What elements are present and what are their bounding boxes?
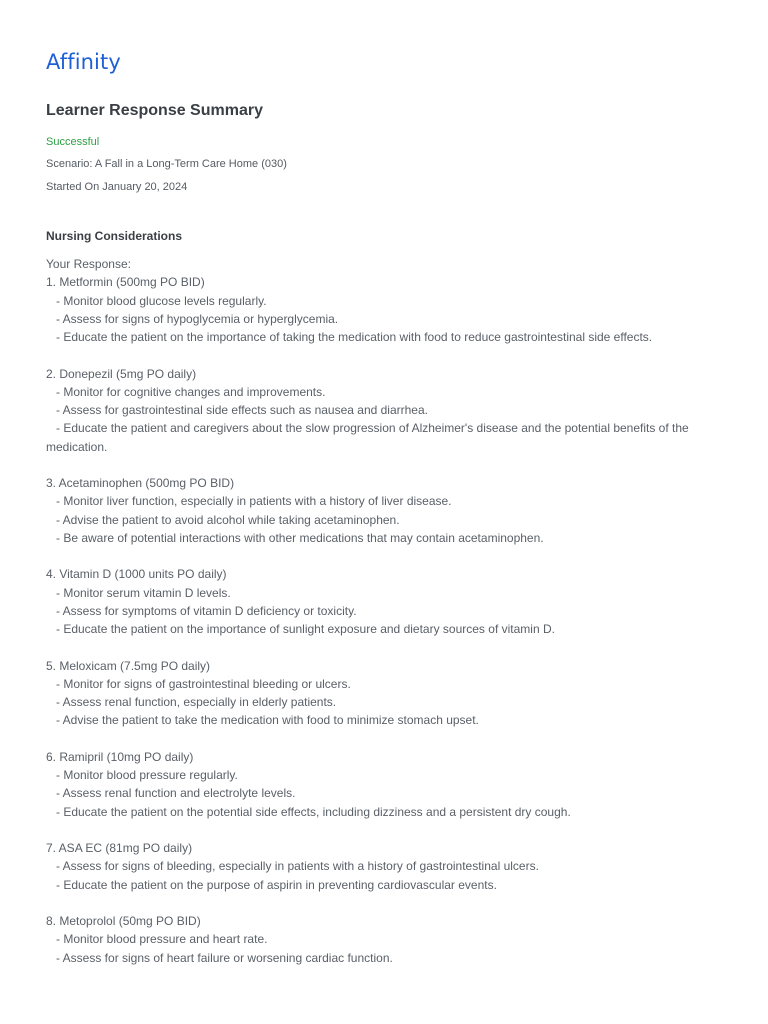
spacer — [46, 547, 722, 565]
consideration-line: - Educate the patient on the importance of taking the medication with food to reduce gastrointestinal side effects. — [46, 330, 653, 344]
learner-response — [46, 255, 722, 967]
consideration-line: - Monitor for signs of gastrointestinal bleeding or ulcers. — [46, 676, 351, 691]
medication-block — [46, 912, 722, 967]
response-label: Your Response: — [46, 257, 131, 271]
spacer — [46, 894, 722, 912]
consideration-line: - Monitor serum vitamin D levels. — [46, 585, 231, 600]
consideration-line: - Assess for signs of bleeding, especially in patients with a history of gastrointestinal ulcers. — [46, 859, 539, 874]
section-title: Nursing Considerations — [46, 229, 183, 243]
started-date-text: Started On January 20, 2024 — [46, 181, 188, 193]
spacer — [46, 638, 722, 656]
consideration-line: - Monitor liver function, especially in patients with a history of liver disease. — [46, 494, 452, 509]
consideration-line: - Educate the patient on the potential side effects, including dizziness and a persistent dry cough. — [46, 804, 571, 819]
medication-heading: 5. Meloxicam (7.5mg PO daily) — [46, 658, 211, 673]
affinity-logo: Affinity — [46, 50, 121, 74]
medication-heading: 4. Vitamin D (1000 units PO daily) — [46, 567, 227, 582]
medication-block — [46, 365, 722, 456]
medication-heading: 2. Donepezil (5mg PO daily) — [46, 366, 197, 381]
medication-heading: 8. Metoprolol (50mg PO BID) — [46, 914, 201, 928]
medication-heading: 1. Metformin (500mg PO BID) — [46, 275, 205, 290]
consideration-line: - Assess for symptoms of vitamin D deficiency or toxicity. — [46, 603, 357, 618]
spacer — [46, 456, 722, 474]
consideration-line: - Assess renal function and electrolyte levels. — [46, 786, 296, 801]
status-text: Successful — [46, 136, 100, 148]
consideration-line: - Educate the patient and caregivers about the slow progression of Alzheimer's disease and the potential benefits of the medication. — [46, 421, 693, 454]
medication-block — [46, 565, 722, 638]
consideration-line: - Monitor blood pressure and heart rate. — [46, 932, 268, 947]
spacer — [46, 730, 722, 748]
medication-heading: 7. ASA EC (81mg PO daily) — [46, 841, 193, 855]
consideration-line: - Assess for gastrointestinal side effects such as nausea and diarrhea. — [46, 403, 428, 417]
medication-block — [46, 839, 722, 894]
medication-block — [46, 474, 722, 547]
consideration-line: - Be aware of potential interactions with other medications that may contain acetaminophen. — [46, 530, 544, 545]
consideration-line: - Educate the patient on the purpose of aspirin in preventing cardiovascular events. — [46, 877, 497, 892]
medication-block — [46, 748, 722, 821]
medication-heading: 3. Acetaminophen (500mg PO BID) — [46, 476, 235, 490]
spacer — [46, 346, 722, 364]
consideration-line: - Advise the patient to take the medication with food to minimize stomach upset. — [46, 713, 479, 728]
spacer — [46, 821, 722, 839]
consideration-line: - Monitor blood pressure regularly. — [46, 768, 238, 782]
medication-heading: 6. Ramipril (10mg PO daily) — [46, 749, 194, 764]
consideration-line: - Assess for signs of heart failure or worsening cardiac function. — [46, 950, 393, 965]
scenario-text: Scenario: A Fall in a Long-Term Care Home (030) — [46, 158, 287, 170]
medication-block — [46, 273, 722, 346]
page-title: Learner Response Summary — [46, 102, 263, 119]
consideration-line: - Assess renal function, especially in elderly patients. — [46, 695, 337, 709]
medication-block — [46, 657, 722, 730]
consideration-line: - Assess for signs of hypoglycemia or hyperglycemia. — [46, 311, 339, 326]
consideration-line: - Advise the patient to avoid alcohol while taking acetaminophen. — [46, 512, 400, 527]
consideration-line: - Monitor blood glucose levels regularly. — [46, 293, 267, 308]
consideration-line: - Educate the patient on the importance of sunlight exposure and dietary sources of vitamin D. — [46, 622, 555, 636]
consideration-line: - Monitor for cognitive changes and improvements. — [46, 384, 326, 399]
